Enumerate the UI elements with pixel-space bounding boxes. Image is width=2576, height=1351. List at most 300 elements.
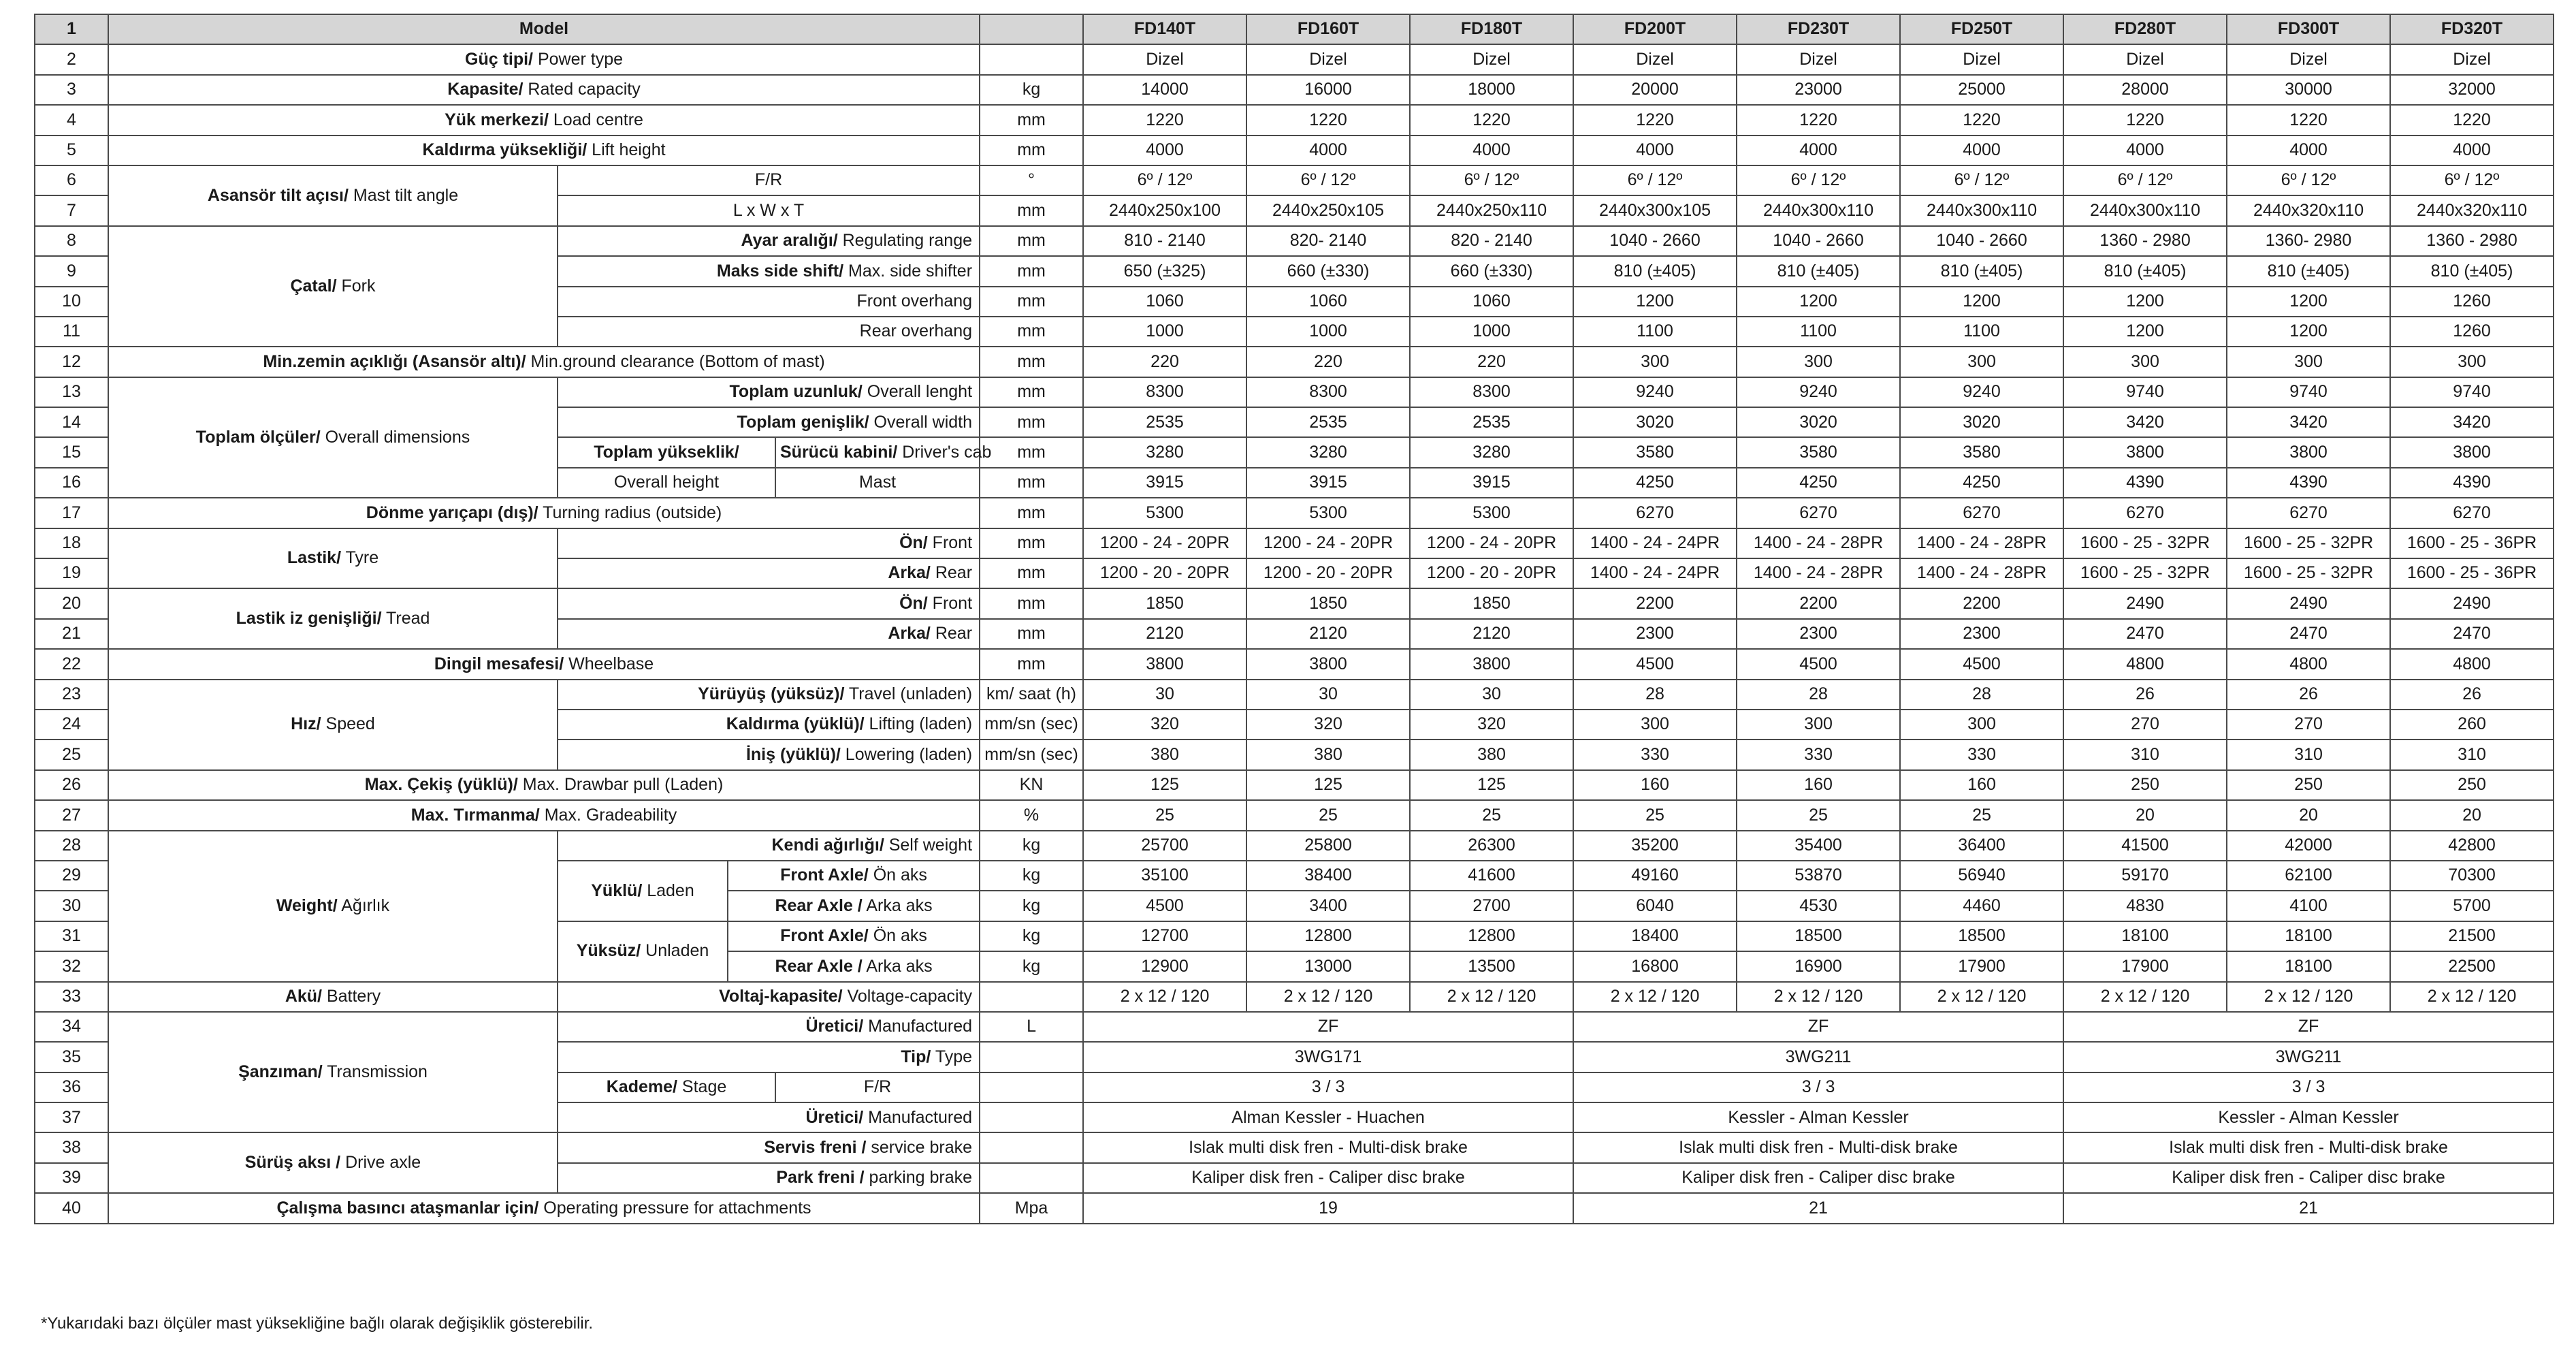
sub-label [558,195,980,225]
label-tr: Kendi ağırlığı/ [771,835,884,855]
value-cell: 310 [2063,740,2227,769]
unit-cell [980,44,1083,74]
label-tr: Rear Axle / [775,956,863,976]
value-cell: 6º / 12º [2227,165,2390,195]
unit-cell: KN [980,770,1083,800]
value-cell: 4530 [1737,891,1900,921]
label-en: Turning radius (outside) [538,503,722,522]
label-tr: Dönme yarıçapı (dış)/ [366,503,538,522]
label-en: Lifting (laden) [864,714,973,734]
label-en: Arka aks [862,895,933,915]
value-cell: 1200 [2063,287,2227,317]
value-cell: 2440x300x110 [2063,195,2227,225]
sub-label [558,437,775,467]
group-label [108,1012,558,1133]
value-cell: 1360 - 2980 [2063,226,2227,256]
group-value-cell: 3 / 3 [1083,1072,1573,1102]
label-tr: Üretici/ [805,1107,864,1127]
group-value-cell: 21 [2063,1193,2554,1223]
label-en: Rated capacity [523,80,641,99]
unit-cell: mm [980,528,1083,558]
value-cell: 1400 - 24 - 24PR [1573,558,1737,588]
value-cell: 1200 [2063,317,2227,347]
value-cell: 300 [2063,347,2227,377]
value-cell: 2 x 12 / 120 [1410,982,1573,1012]
label-en: Rear overhang [859,321,973,341]
value-cell: 3580 [1573,437,1737,467]
value-cell: 2 x 12 / 120 [1737,982,1900,1012]
row-number: 8 [35,226,108,256]
row-number: 20 [35,588,108,618]
value-cell: 18500 [1900,921,2063,951]
value-cell: 36400 [1900,831,2063,861]
value-cell: 1400 - 24 - 28PR [1737,558,1900,588]
label-tr: Front Axle/ [780,865,869,885]
row-number: 2 [35,44,108,74]
label-en: Manufactured [863,1017,973,1036]
value-cell: 1850 [1246,588,1410,618]
value-cell: 4100 [2227,891,2390,921]
value-cell: 3915 [1083,468,1246,498]
value-cell: 23000 [1737,75,1900,105]
value-cell: 28 [1737,680,1900,710]
label-tr: Tip/ [901,1047,931,1066]
unit-cell: mm [980,226,1083,256]
spec-label [108,649,980,679]
label-en: Overall width [869,412,973,432]
value-cell: 4460 [1900,891,2063,921]
table-row [35,1132,2554,1162]
value-cell: 1220 [1737,105,1900,135]
row-number: 28 [35,831,108,861]
group-value-cell: Islak multi disk fren - Multi-disk brake [1573,1132,2063,1162]
row-number: 9 [35,256,108,286]
value-cell: 56940 [1900,861,2063,891]
label-en: Unladen [641,941,709,961]
value-cell: Dizel [2227,44,2390,74]
unit-cell: mm [980,437,1083,467]
model-name: FD250T [1900,14,2063,44]
value-cell: 4000 [2390,136,2554,165]
value-cell: 1200 [1573,287,1737,317]
value-cell: 41500 [2063,831,2227,861]
sub-label [728,921,980,951]
unit-cell: km/ saat (h) [980,680,1083,710]
value-cell: 6270 [1737,498,1900,528]
label-en: Driver's cab [897,442,992,462]
label-tr: Toplam uzunluk/ [729,382,863,402]
value-cell: 300 [1737,347,1900,377]
unit-cell: mm [980,195,1083,225]
table-row [35,680,2554,710]
value-cell: 59170 [2063,861,2227,891]
label-en: Self weight [884,835,973,855]
value-cell: 5300 [1246,498,1410,528]
group-label [108,528,558,589]
value-cell: 26 [2390,680,2554,710]
value-cell: 6º / 12º [1900,165,2063,195]
value-cell: 3800 [1246,649,1410,679]
group-value-cell: ZF [2063,1012,2554,1042]
value-cell: 810 (±405) [2063,256,2227,286]
sub-label [558,468,775,498]
value-cell: 35100 [1083,861,1246,891]
label-en: Manufactured [863,1107,973,1127]
label-en: Stage [677,1077,727,1097]
value-cell: 1850 [1083,588,1246,618]
value-cell: Dizel [1737,44,1900,74]
value-cell: 380 [1083,740,1246,769]
value-cell: 2 x 12 / 120 [1573,982,1737,1012]
label-tr: Toplam ölçüler/ [195,427,321,447]
value-cell: 320 [1410,710,1573,740]
sub-label [558,287,980,317]
value-cell: 13500 [1410,951,1573,981]
value-cell: 25 [1900,800,2063,830]
label-tr: Şanzıman/ [238,1062,323,1081]
model-name: FD280T [2063,14,2227,44]
value-cell: 9740 [2063,377,2227,407]
value-cell: 2 x 12 / 120 [2227,982,2390,1012]
group-value-cell: Kaliper disk fren - Caliper disc brake [1083,1163,1573,1193]
sub-label [728,951,980,981]
row-number: 39 [35,1163,108,1193]
sub-label [728,861,980,891]
value-cell: 5300 [1083,498,1246,528]
row-number: 32 [35,951,108,981]
unit-cell [980,1102,1083,1132]
unit-cell: mm [980,347,1083,377]
sub-label [558,256,980,286]
value-cell: 1100 [1900,317,2063,347]
label-tr: Hız/ [291,714,321,734]
label-tr: Ayar aralığı/ [741,231,838,251]
value-cell: 8300 [1083,377,1246,407]
value-cell: 125 [1246,770,1410,800]
value-cell: 6º / 12º [1737,165,1900,195]
group-value-cell: 3WG211 [1573,1042,2063,1072]
value-cell: Dizel [1246,44,1410,74]
row-number: 6 [35,165,108,195]
value-cell: 160 [1573,770,1737,800]
label-en: Fork [336,276,376,296]
value-cell: 3020 [1573,407,1737,437]
unit-cell: mm [980,468,1083,498]
value-cell: 380 [1410,740,1573,769]
spec-label [108,105,980,135]
row-number: 34 [35,1012,108,1042]
value-cell: 14000 [1083,75,1246,105]
value-cell: 12700 [1083,921,1246,951]
table-row [35,165,2554,195]
table-row [35,377,2554,407]
value-cell: 300 [1737,710,1900,740]
value-cell: 53870 [1737,861,1900,891]
value-cell: 260 [2390,710,2554,740]
value-cell: 1220 [2227,105,2390,135]
value-cell: 35400 [1737,831,1900,861]
value-cell: 3800 [1083,649,1246,679]
value-cell: 26 [2063,680,2227,710]
row-number: 25 [35,740,108,769]
spec-label [108,347,980,377]
label-en: Tread [381,609,430,629]
value-cell: 4500 [1573,649,1737,679]
value-cell: 3420 [2227,407,2390,437]
label-en: L x W x T [732,200,805,220]
value-cell: 9740 [2227,377,2390,407]
label-tr: Güç tipi/ [465,49,533,69]
value-cell: 2 x 12 / 120 [2390,982,2554,1012]
value-cell: 1360- 2980 [2227,226,2390,256]
value-cell: 1100 [1737,317,1900,347]
unit-cell: kg [980,891,1083,921]
sub-label [558,1132,980,1162]
value-cell: 1200 [2227,287,2390,317]
unit-cell: mm [980,588,1083,618]
value-cell: 1600 - 25 - 32PR [2227,528,2390,558]
value-cell: 820- 2140 [1246,226,1410,256]
value-cell: 4000 [1573,136,1737,165]
unit-cell [980,982,1083,1012]
value-cell: 32000 [2390,75,2554,105]
value-cell: 1200 - 24 - 20PR [1246,528,1410,558]
value-cell: 4800 [2063,649,2227,679]
label-en: Arka aks [862,956,933,976]
label-tr: Akü/ [285,986,323,1006]
value-cell: 3580 [1737,437,1900,467]
table-row [35,831,2554,861]
value-cell: 8300 [1246,377,1410,407]
value-cell: 30 [1083,680,1246,710]
value-cell: 9240 [1900,377,2063,407]
value-cell: 20 [2063,800,2227,830]
group-value-cell: Islak multi disk fren - Multi-disk brake [2063,1132,2554,1162]
label-en: Voltage-capacity [842,986,973,1006]
value-cell: 25 [1246,800,1410,830]
unit-cell: mm [980,105,1083,135]
sub-label [558,1042,980,1072]
value-cell: 300 [2227,347,2390,377]
group-label [108,588,558,649]
value-cell: 26300 [1410,831,1573,861]
value-cell: 2535 [1083,407,1246,437]
label-en: Front [927,593,973,613]
group-label [108,165,558,226]
value-cell: 30 [1410,680,1573,710]
unit-cell: Mpa [980,1193,1083,1223]
sub-label: F/R [775,1072,980,1102]
sub-label [558,165,980,195]
label-en: Max. Drawbar pull (Laden) [517,775,724,795]
value-cell: 42000 [2227,831,2390,861]
label-tr: Park freni / [776,1168,865,1188]
value-cell: 20000 [1573,75,1737,105]
value-cell: 3915 [1246,468,1410,498]
label-tr: Min.zemin açıklığı (Asansör altı)/ [263,351,526,371]
value-cell: 70300 [2390,861,2554,891]
row-number: 7 [35,195,108,225]
value-cell: 21500 [2390,921,2554,951]
value-cell: 810 (±405) [2227,256,2390,286]
sub-label [558,558,980,588]
label-tr: Kaldırma (yüklü)/ [726,714,865,734]
value-cell: 1400 - 24 - 24PR [1573,528,1737,558]
label-en: Battery [322,986,381,1006]
sub-label [558,680,980,710]
value-cell: 250 [2227,770,2390,800]
value-cell: 310 [2227,740,2390,769]
label-en: Front [927,533,973,553]
unit-cell: ° [980,165,1083,195]
unit-cell: mm [980,136,1083,165]
model-name: FD180T [1410,14,1573,44]
row-number: 24 [35,710,108,740]
value-cell: 2300 [1573,619,1737,649]
value-cell: 25700 [1083,831,1246,861]
label-en: F/R [754,170,783,190]
unit-cell: mm [980,619,1083,649]
model-name: FD140T [1083,14,1246,44]
value-cell: 380 [1246,740,1410,769]
value-cell: 5300 [1410,498,1573,528]
value-cell: 6º / 12º [2390,165,2554,195]
group-value-cell: 3WG211 [2063,1042,2554,1072]
unit-cell: mm [980,649,1083,679]
value-cell: 6º / 12º [1246,165,1410,195]
value-cell: 4800 [2390,649,2554,679]
label-tr: Servis freni / [764,1137,867,1157]
model-name: FD160T [1246,14,1410,44]
group-value-cell: Alman Kessler - Huachen [1083,1102,1573,1132]
value-cell: 4830 [2063,891,2227,921]
value-cell: 4500 [1083,891,1246,921]
table-row [35,14,2554,44]
label-tr: Arka/ [888,624,931,643]
value-cell: 6270 [2227,498,2390,528]
value-cell: 1600 - 25 - 32PR [2227,558,2390,588]
value-cell: 330 [1900,740,2063,769]
label-tr: Asansör tilt açısı/ [207,185,349,205]
row-number: 16 [35,468,108,498]
value-cell: 3800 [1410,649,1573,679]
label-tr: Max. Çekiş (yüklü)/ [364,775,518,795]
label-en: Overall lenght [862,382,973,402]
label-en: Laden [642,880,694,900]
label-en: Lowering (laden) [840,744,973,764]
value-cell: 3915 [1410,468,1573,498]
sub-label [558,1102,980,1132]
row-number: 11 [35,317,108,347]
row-number: 5 [35,136,108,165]
value-cell: 1220 [2063,105,2227,135]
label-tr: Yürüyüş (yüksüz)/ [698,684,845,704]
group-value-cell: 21 [1573,1193,2063,1223]
label-tr: Ön/ [899,593,928,613]
unit-cell: mm [980,498,1083,528]
value-cell: 30000 [2227,75,2390,105]
label-tr: Yük merkezi/ [445,110,549,129]
label-en: Min.ground clearance (Bottom of mast) [526,351,825,371]
value-cell: 28 [1900,680,2063,710]
spec-table [34,14,2554,1224]
label-tr: Yüksüz/ [576,941,641,961]
value-cell: 18000 [1410,75,1573,105]
value-cell: 18100 [2227,951,2390,981]
value-cell: 160 [1737,770,1900,800]
label-en: Ağırlık [337,895,390,915]
value-cell: 1200 [2227,317,2390,347]
value-cell: 4000 [1900,136,2063,165]
value-cell: Dizel [2063,44,2227,74]
value-cell: 2 x 12 / 120 [1900,982,2063,1012]
value-cell: 2470 [2390,619,2554,649]
value-cell: 125 [1083,770,1246,800]
value-cell: 4000 [1410,136,1573,165]
label-en: Type [931,1047,973,1066]
value-cell: 4250 [1900,468,2063,498]
value-cell: 300 [2390,347,2554,377]
label-tr: Üretici/ [805,1017,864,1036]
row-number: 23 [35,680,108,710]
label-tr: Çalışma basıncı ataşmanlar için/ [276,1198,539,1218]
value-cell: 1220 [1083,105,1246,135]
value-cell: 12900 [1083,951,1246,981]
group-value-cell: 3WG171 [1083,1042,1573,1072]
model-name: FD300T [2227,14,2390,44]
value-cell: 2440x250x110 [1410,195,1573,225]
sub-label [558,588,980,618]
row-number: 38 [35,1132,108,1162]
row-number: 21 [35,619,108,649]
group-value-cell: ZF [1573,1012,2063,1042]
group-label [108,982,558,1012]
value-cell: 3280 [1410,437,1573,467]
value-cell: Dizel [1083,44,1246,74]
row-number: 40 [35,1193,108,1223]
group-value-cell: ZF [1083,1012,1573,1042]
spec-label [108,800,980,830]
value-cell: 4390 [2390,468,2554,498]
value-cell: 1040 - 2660 [1737,226,1900,256]
label-tr: Voltaj-kapasite/ [719,986,843,1006]
group-label [558,861,728,921]
label-tr: Kaldırma yüksekliği/ [422,140,587,159]
group-label [108,377,558,498]
sub-label [728,891,980,921]
group-label [108,1132,558,1193]
label-en: Lift height [587,140,666,159]
label-tr: Weight/ [276,895,338,915]
label-tr: Sürüş aksı / [244,1153,341,1173]
label-en: Load centre [548,110,643,129]
value-cell: Dizel [2390,44,2554,74]
sub-label [558,226,980,256]
label-en: Ön aks [868,865,927,885]
value-cell: 3800 [2063,437,2227,467]
unit-cell: kg [980,75,1083,105]
value-cell: 1200 [1900,287,2063,317]
value-cell: 3420 [2063,407,2227,437]
value-cell: 2300 [1900,619,2063,649]
label-tr: Rear Axle / [775,895,863,915]
value-cell: 810 (±405) [1737,256,1900,286]
spec-label [108,136,980,165]
table-row [35,1012,2554,1042]
value-cell: 2200 [1737,588,1900,618]
value-cell: 28 [1573,680,1737,710]
label-en: Travel (unladen) [844,684,973,704]
